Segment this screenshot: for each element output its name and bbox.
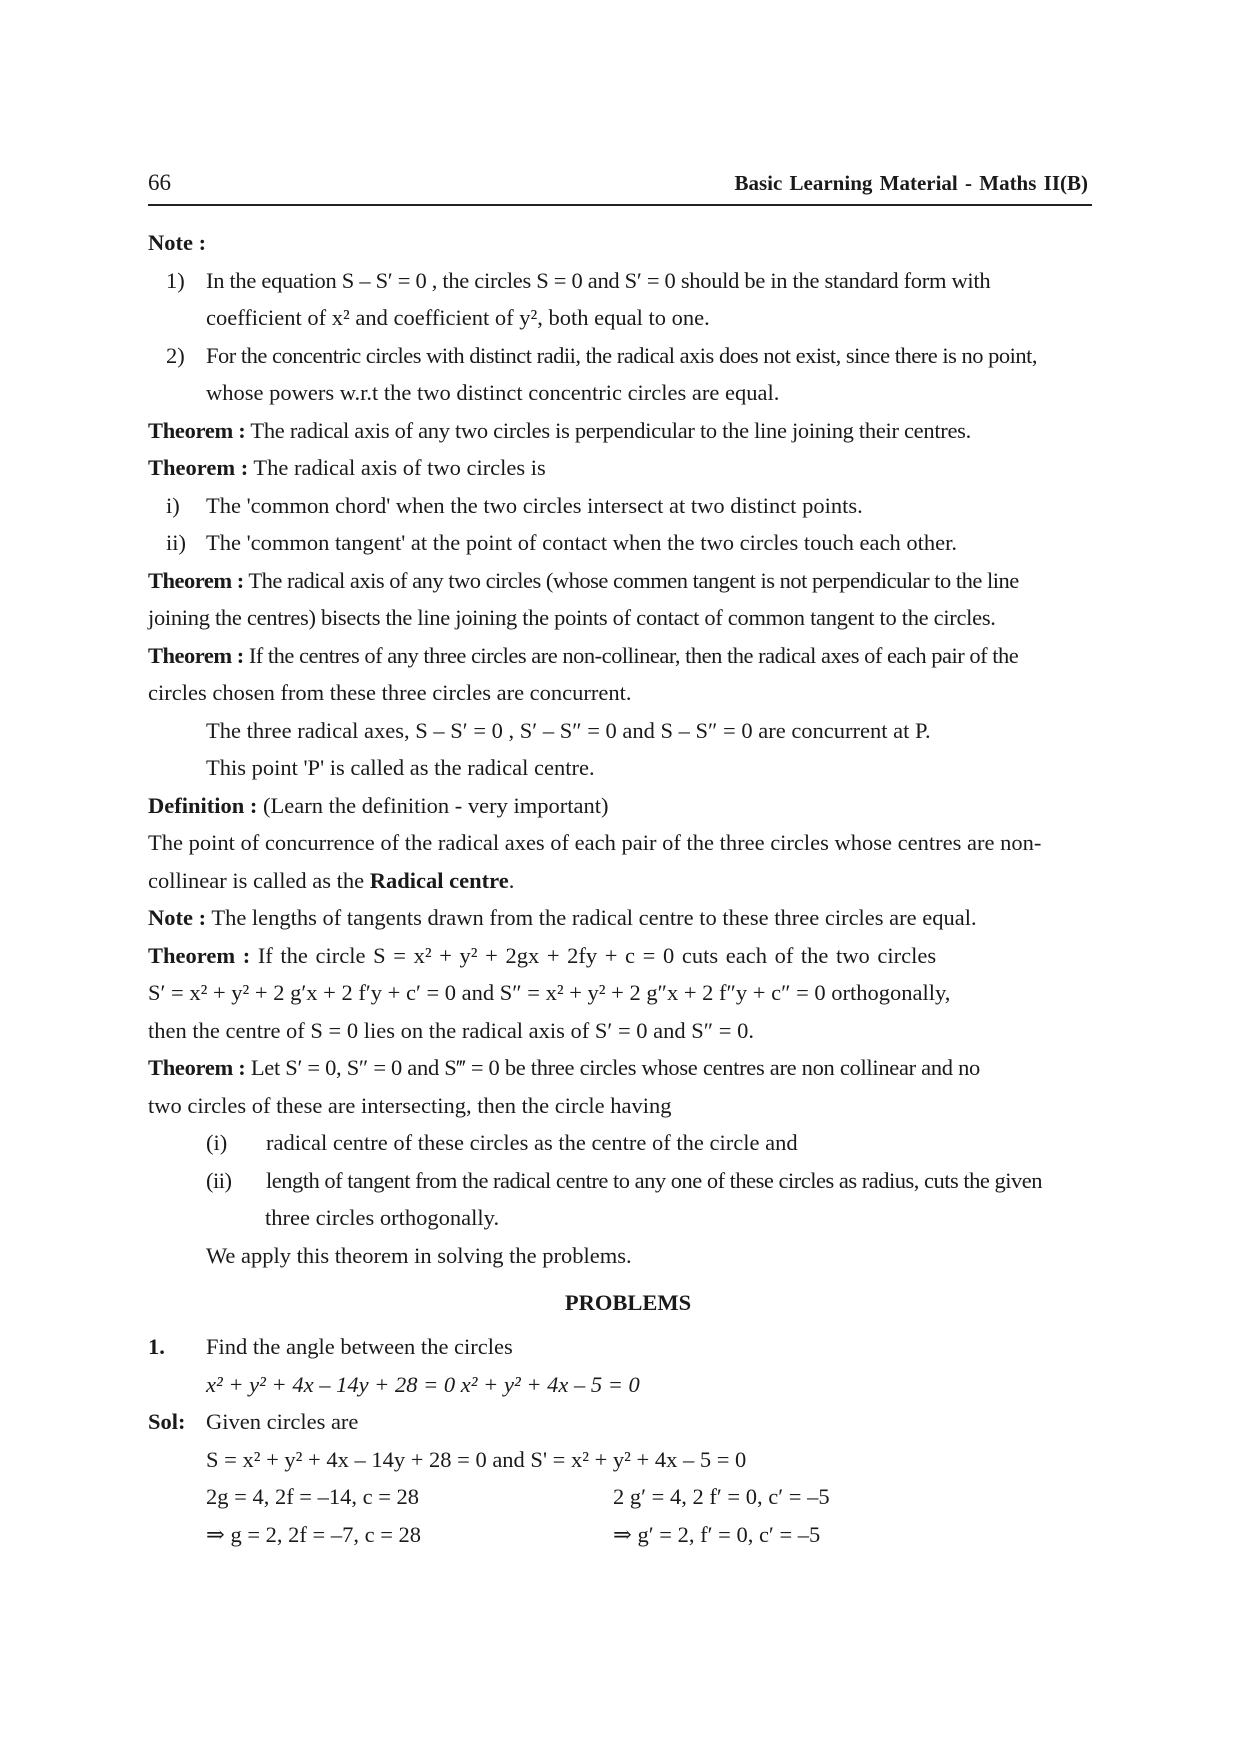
text-line: . bbox=[508, 867, 515, 893]
theorem-text: If the circle S = x² + y² + 2gx + 2fy + c = 0 cuts each of the two circles bbox=[250, 942, 937, 968]
page-number: 66 bbox=[148, 170, 171, 195]
equation-right: 2 g′ = 4, 2 f′ = 0, c′ = –5 bbox=[613, 1484, 830, 1509]
definition-body bbox=[148, 824, 1108, 862]
theorem-text-continued bbox=[148, 1087, 1108, 1125]
theorem-label: Theorem : bbox=[148, 942, 251, 968]
theorem-label: Theorem : bbox=[148, 455, 249, 480]
list-number: 1) bbox=[166, 267, 185, 293]
note-tangent-lengths bbox=[148, 899, 1108, 937]
text-line: S′ = x² + y² + 2 g′x + 2 f′y + c′ = 0 and S″ = x² + y² + 2 g″x + 2 f″y + c″ = 0 orthogonally, bbox=[148, 980, 951, 1005]
theorem-bisects bbox=[148, 562, 1108, 600]
note-heading bbox=[148, 224, 1108, 262]
list-number: (i) bbox=[206, 1130, 228, 1155]
radical-centre-term: Radical centre bbox=[369, 867, 509, 893]
theorem-three-circles bbox=[148, 1049, 1108, 1087]
definition bbox=[148, 787, 1108, 825]
theorem-text-continued bbox=[148, 674, 1108, 712]
text-line: The three radical axes, S – S′ = 0 , S′ – S″ = 0 and S – S″ = 0 are concurrent at P. bbox=[206, 717, 931, 743]
text-line: We apply this theorem in solving the problems. bbox=[206, 1242, 632, 1268]
page-content bbox=[148, 224, 1108, 1553]
text-line: The point of concurrence of the radical axes of each pair of the three circles whose centres are non- bbox=[148, 830, 1042, 855]
theorem-radical-axis bbox=[148, 449, 1108, 487]
note-item-2 bbox=[148, 337, 1108, 375]
solution-text: Given circles are bbox=[206, 1409, 359, 1434]
note-text-continued bbox=[148, 299, 1108, 337]
theorem-label: Theorem : bbox=[148, 642, 244, 668]
theorem-text: The radical axis of two circles is bbox=[248, 455, 546, 480]
radical-centre-note bbox=[148, 749, 1108, 787]
problem-number: 1. bbox=[148, 1334, 165, 1359]
note-text: For the concentric circles with distinct radii, the radical axis does not exist, since there is no point, bbox=[206, 342, 1038, 368]
equation: S = x² + y² + 4x – 14y + 28 = 0 and S' = x² + y² + 4x – 5 = 0 bbox=[206, 1446, 747, 1472]
section-title: PROBLEMS bbox=[564, 1290, 692, 1315]
theorem-text: The radical axis of any two circles (whose commen tangent is not perpendicular to the line bbox=[243, 567, 1019, 593]
list-number: i) bbox=[166, 492, 180, 518]
theorem-equation-line bbox=[148, 974, 1108, 1012]
running-title: Basic Learning Material - Maths II(B) bbox=[734, 171, 1088, 195]
condition-text: length of tangent from the radical centre to any one of these circles as radius, cuts the given bbox=[266, 1167, 1042, 1193]
text-line: This point 'P' is called as the radical centre. bbox=[206, 755, 595, 780]
theorem-case-ii bbox=[148, 524, 1108, 562]
condition-text: radical centre of these circles as the centre of the circle and bbox=[266, 1130, 798, 1155]
text-line: three circles orthogonally. bbox=[265, 1205, 500, 1230]
equation-left: ⇒ g = 2, 2f = –7, c = 28 bbox=[206, 1521, 422, 1547]
radical-axes-equation bbox=[148, 712, 1108, 750]
theorem-case-i bbox=[148, 487, 1108, 525]
problem-1-equation bbox=[148, 1366, 1108, 1404]
solution bbox=[148, 1403, 1108, 1441]
solution-equations bbox=[148, 1441, 1108, 1479]
apply-theorem-note bbox=[148, 1237, 1108, 1275]
theorem-label: Theorem : bbox=[148, 417, 246, 443]
note-label: Note : bbox=[148, 905, 207, 930]
case-text: The 'common chord' when the two circles intersect at two distinct points. bbox=[206, 492, 863, 518]
solution-label: Sol: bbox=[148, 1409, 186, 1434]
equation-left: 2g = 4, 2f = –14, c = 28 bbox=[206, 1484, 420, 1509]
equation: x² + y² + 4x – 14y + 28 = 0 x² + y² + 4x – 5 = 0 bbox=[206, 1371, 640, 1397]
definition-text: (Learn the definition - very important) bbox=[257, 792, 609, 818]
theorem-concurrent bbox=[148, 637, 1108, 675]
text-line: coefficient of x² and coefficient of y², both equal to one. bbox=[206, 305, 710, 330]
condition-ii bbox=[148, 1162, 1108, 1200]
definition-body-continued bbox=[148, 862, 1108, 900]
text-line: collinear is called as the bbox=[148, 867, 370, 893]
note-text-continued bbox=[148, 374, 1108, 412]
text-line: circles chosen from these three circles are concurrent. bbox=[148, 680, 632, 705]
case-text: The 'common tangent' at the point of contact when the two circles touch each other. bbox=[206, 530, 957, 555]
list-number: 2) bbox=[166, 342, 185, 368]
solution-values-row bbox=[148, 1516, 1108, 1554]
problem-1 bbox=[148, 1328, 1108, 1366]
theorem-label: Theorem : bbox=[148, 567, 244, 593]
note-label: Note : bbox=[148, 230, 207, 255]
condition-text-continued bbox=[148, 1199, 1108, 1237]
note-text: The lengths of tangents drawn from the radical centre to these three circles are equal. bbox=[206, 905, 977, 930]
note-item-1 bbox=[148, 262, 1108, 300]
theorem-text: The radical axis of any two circles is perpendicular to the line joining their centres. bbox=[245, 417, 971, 443]
condition-i bbox=[148, 1124, 1108, 1162]
problem-text: Find the angle between the circles bbox=[206, 1334, 513, 1359]
definition-label: Definition : bbox=[148, 792, 258, 818]
theorem-label: Theorem : bbox=[148, 1055, 246, 1080]
theorem-orthogonal bbox=[148, 937, 1108, 975]
problems-heading bbox=[148, 1278, 1108, 1328]
text-line: joining the centres) bisects the line joining the points of contact of common tangent to the circles. bbox=[148, 605, 996, 630]
text-line: two circles of these are intersecting, then the circle having bbox=[148, 1092, 672, 1118]
page-header bbox=[148, 168, 1092, 206]
equation-right: ⇒ g′ = 2, f′ = 0, c′ = –5 bbox=[613, 1521, 821, 1547]
list-number: (ii) bbox=[206, 1167, 232, 1193]
solution-coefficients-row bbox=[148, 1478, 1108, 1516]
note-text: In the equation S – S′ = 0 , the circles S = 0 and S′ = 0 should be in the standard form with bbox=[206, 267, 991, 293]
theorem-text: If the centres of any three circles are non-collinear, then the radical axes of each pair of the bbox=[243, 642, 1019, 668]
list-number: ii) bbox=[166, 530, 186, 555]
theorem-text-continued bbox=[148, 1012, 1108, 1050]
text-line: whose powers w.r.t the two distinct concentric circles are equal. bbox=[206, 380, 780, 405]
theorem-perpendicular bbox=[148, 412, 1108, 450]
theorem-text-continued bbox=[148, 599, 1108, 637]
theorem-text: Let S′ = 0, S″ = 0 and S‴ = 0 be three circles whose centres are non collinear and no bbox=[245, 1055, 980, 1080]
text-line: then the centre of S = 0 lies on the radical axis of S′ = 0 and S″ = 0. bbox=[148, 1017, 754, 1043]
